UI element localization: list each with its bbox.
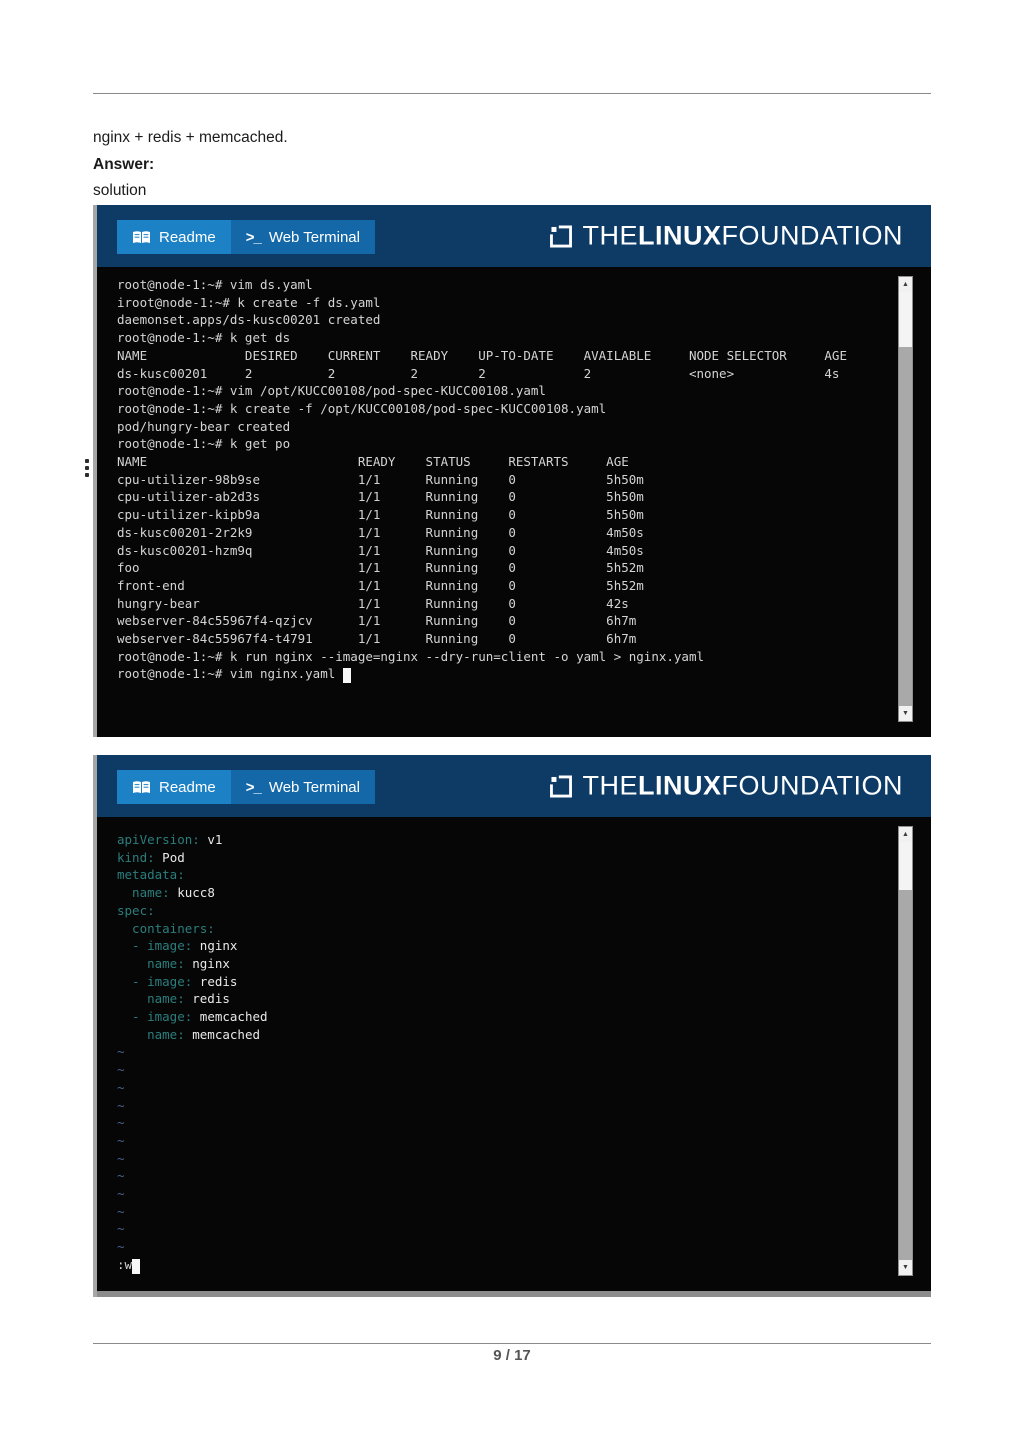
brand-the: THE — [582, 220, 638, 251]
terminal-line: ~ — [117, 1186, 125, 1202]
terminal-line: webserver-84c55967f4-t4791 1/1 Running 0 6h7m — [117, 631, 637, 647]
terminal-line: front-end 1/1 Running 0 5h52m — [117, 577, 644, 593]
terminal-line: - image: redis — [117, 973, 238, 989]
top-rule — [93, 93, 931, 94]
terminal-line: name: nginx — [117, 955, 230, 971]
terminal-line: pod/hungry-bear created — [117, 418, 291, 434]
toolbar-tabs — [117, 770, 375, 804]
terminal-line: ~ — [117, 1221, 125, 1237]
terminal-line: ~ — [117, 1044, 125, 1060]
terminal-line: apiVersion: v1 — [117, 832, 223, 847]
terminal-2-output — [117, 831, 891, 1274]
readme-tab[interactable] — [117, 770, 231, 804]
terminal-screenshot-2 — [93, 755, 931, 1297]
terminal-line: name: memcached — [117, 1026, 260, 1042]
terminal-line: root@node-1:~# k get po — [117, 436, 291, 452]
web-terminal-toolbar — [93, 755, 931, 817]
footer-rule — [93, 1343, 931, 1344]
terminal-line: root@node-1:~# vim ds.yaml — [117, 277, 313, 292]
web-terminal-tab[interactable] — [231, 770, 375, 804]
terminal-line: ~ — [117, 1097, 125, 1113]
terminal-line: iroot@node-1:~# k create -f ds.yaml — [117, 294, 381, 310]
terminal-line: root@node-1:~# vim /opt/KUCC00108/pod-spec-KUCC00108.yaml — [117, 383, 546, 399]
web-terminal-tab-label: Web Terminal — [268, 228, 360, 246]
terminal-line: :w — [117, 1256, 891, 1274]
scroll-up-button[interactable]: ▲ — [899, 277, 912, 292]
terminal-line: ~ — [117, 1203, 125, 1219]
terminal-1-scrollbar[interactable] — [898, 276, 913, 722]
terminal-line: containers: — [117, 920, 215, 936]
linux-foundation-logo-icon — [548, 773, 574, 799]
readme-tab-label: Readme — [159, 778, 216, 796]
solution-label: solution — [93, 182, 147, 199]
terminal-prompt-icon: >_ — [245, 228, 261, 246]
screenshot-left-border — [93, 755, 97, 1297]
question-text: nginx + redis + memcached. — [93, 129, 288, 146]
terminal-line: webserver-84c55967f4-qzjcv 1/1 Running 0 6h7m — [117, 613, 637, 629]
terminal-line: ~ — [117, 1239, 125, 1255]
page-number: 9 / 17 — [493, 1347, 531, 1364]
terminal-line: foo 1/1 Running 0 5h52m — [117, 560, 644, 576]
terminal-line: NAME READY STATUS RESTARTS AGE — [117, 454, 629, 470]
terminal-line: ~ — [117, 1132, 125, 1148]
scroll-down-button[interactable]: ▼ — [899, 706, 912, 721]
terminal-line: - image: nginx — [117, 938, 238, 954]
brand-foundation: FOUNDATION — [721, 220, 903, 251]
scrollbar-thumb[interactable] — [899, 292, 912, 347]
answer-label: Answer: — [93, 156, 155, 173]
terminal-line: root@node-1:~# k run nginx --image=nginx --dry-run=client -o yaml > nginx.yaml — [117, 648, 704, 664]
terminal-screen-1[interactable] — [93, 267, 931, 737]
terminal-screenshot-1 — [93, 205, 931, 737]
terminal-line: ~ — [117, 1115, 125, 1131]
terminal-line: name: kucc8 — [117, 885, 215, 901]
brand-the: THE — [582, 770, 638, 801]
web-terminal-tab-label: Web Terminal — [268, 778, 360, 796]
brand-foundation: FOUNDATION — [721, 770, 903, 801]
readme-book-icon — [132, 230, 151, 245]
terminal-line: ds-kusc00201-2r2k9 1/1 Running 0 4m50s — [117, 524, 644, 540]
screenshot-left-border — [93, 205, 97, 737]
readme-tab[interactable] — [117, 220, 231, 254]
linux-foundation-logo-icon — [548, 223, 574, 249]
terminal-line: ~ — [117, 1168, 125, 1184]
terminal-line: root@node-1:~# vim nginx.yaml — [117, 665, 891, 683]
terminal-line: cpu-utilizer-98b9se 1/1 Running 0 5h50m — [117, 471, 644, 487]
terminal-line: root@node-1:~# k create -f /opt/KUCC00108/pod-spec-KUCC00108.yaml — [117, 400, 607, 416]
terminal-line: daemonset.apps/ds-kusc00201 created — [117, 312, 381, 328]
terminal-line: cpu-utilizer-ab2d3s 1/1 Running 0 5h50m — [117, 489, 644, 505]
terminal-line: root@node-1:~# k get ds — [117, 330, 291, 346]
terminal-line: spec: — [117, 902, 155, 918]
terminal-line: name: redis — [117, 991, 230, 1007]
readme-tab-label: Readme — [159, 228, 216, 246]
terminal-prompt-icon: >_ — [245, 778, 261, 796]
terminal-line: metadata: — [117, 867, 185, 883]
drag-handle-dots — [85, 459, 89, 477]
readme-book-icon — [132, 780, 151, 795]
web-terminal-toolbar — [93, 205, 931, 267]
brand-linux: LINUX — [638, 220, 722, 251]
terminal-line: ~ — [117, 1079, 125, 1095]
terminal-line: hungry-bear 1/1 Running 0 42s — [117, 595, 629, 611]
terminal-line: ds-kusc00201 2 2 2 2 2 <none> 4s — [117, 365, 840, 381]
linux-foundation-logo — [548, 771, 904, 802]
web-terminal-tab[interactable] — [231, 220, 375, 254]
terminal-2-scrollbar[interactable] — [898, 826, 913, 1276]
toolbar-tabs — [117, 220, 375, 254]
terminal-screen-2[interactable] — [93, 817, 931, 1291]
terminal-line: cpu-utilizer-kipb9a 1/1 Running 0 5h50m — [117, 507, 644, 523]
linux-foundation-logo — [548, 221, 904, 252]
terminal-line: NAME DESIRED CURRENT READY UP-TO-DATE AVAILABLE NODE SELECTOR AGE — [117, 347, 847, 363]
terminal-line: ~ — [117, 1062, 125, 1078]
terminal-line: kind: Pod — [117, 849, 185, 865]
terminal-1-output — [117, 276, 891, 683]
terminal-line: ~ — [117, 1150, 125, 1166]
terminal-line: - image: memcached — [117, 1009, 268, 1025]
terminal-line: ds-kusc00201-hzm9q 1/1 Running 0 4m50s — [117, 542, 644, 558]
scroll-up-button[interactable]: ▲ — [899, 827, 912, 842]
screenshot-bottom-border — [93, 1291, 931, 1297]
scrollbar-thumb[interactable] — [899, 842, 912, 890]
scroll-down-button[interactable]: ▼ — [899, 1260, 912, 1275]
brand-linux: LINUX — [638, 770, 722, 801]
